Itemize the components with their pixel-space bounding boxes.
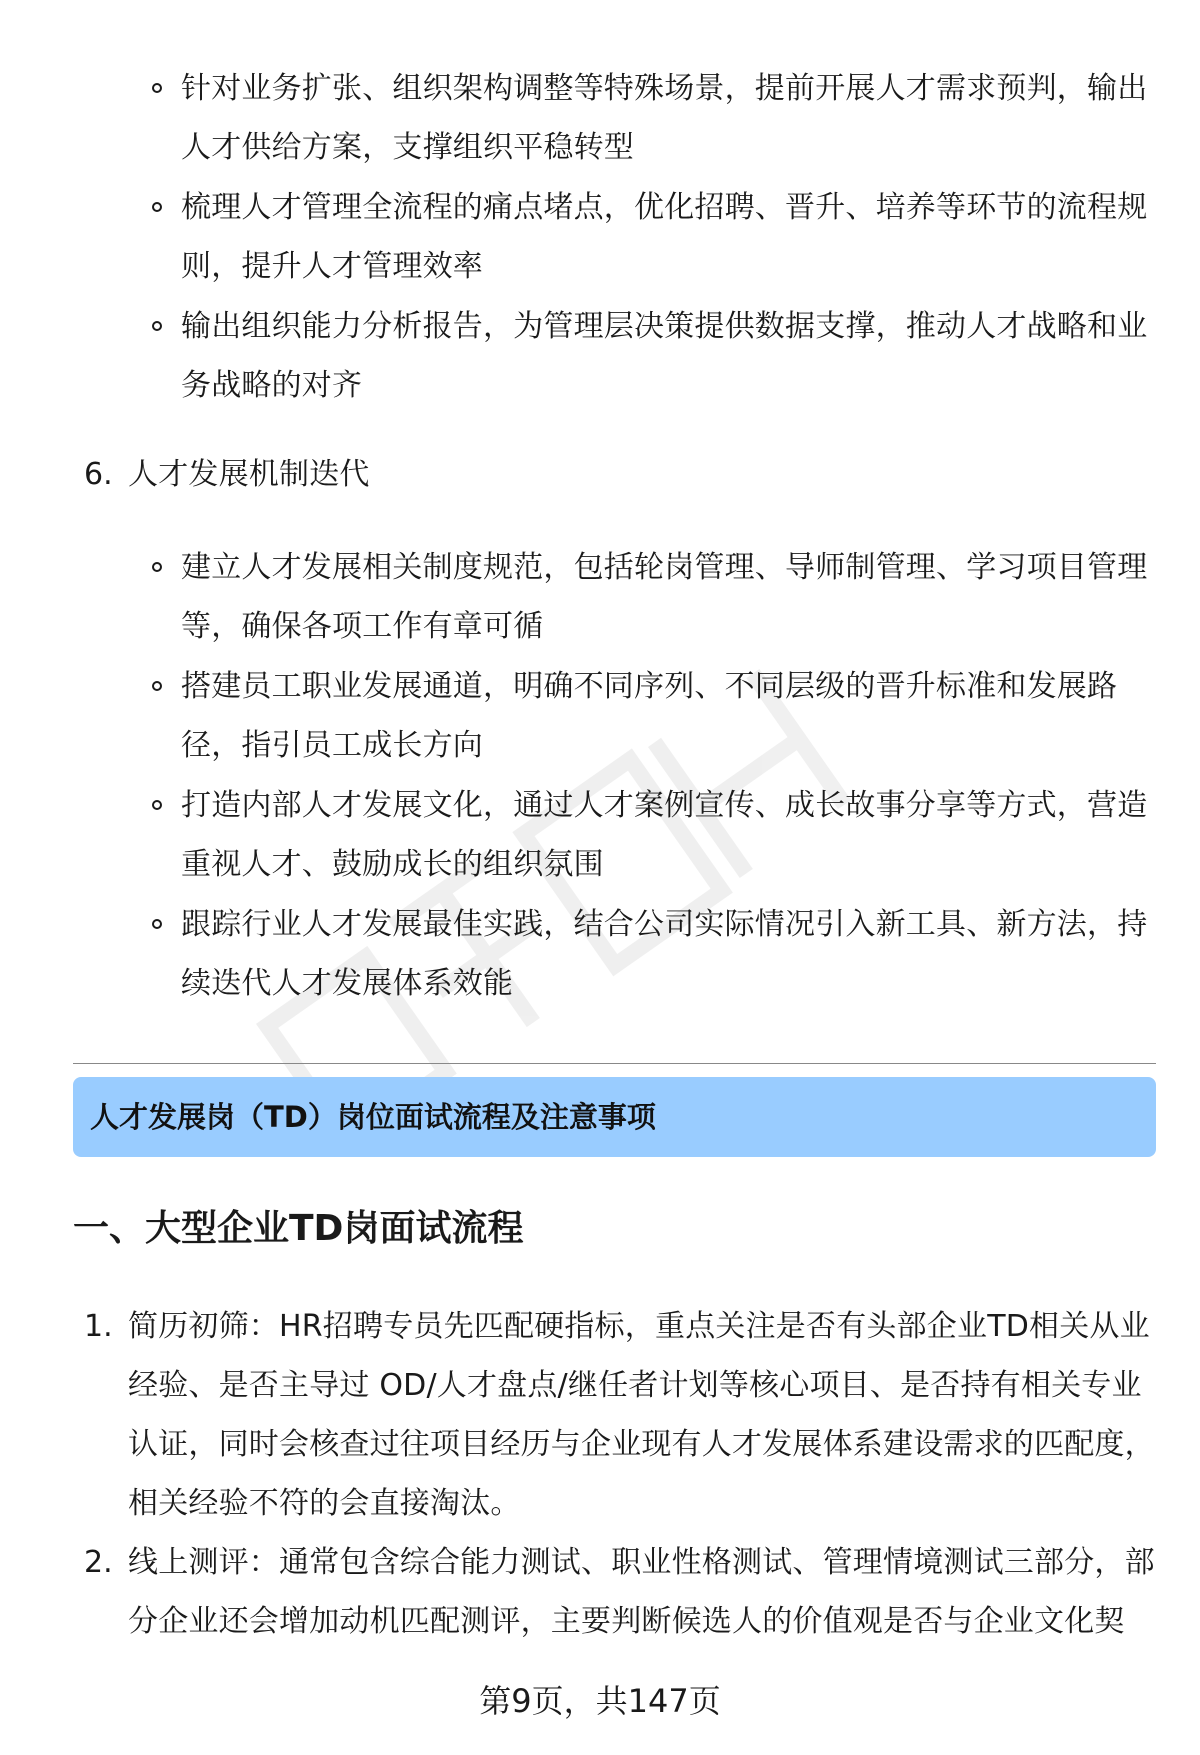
bullet-marker [152, 681, 162, 691]
list-item-line: 输出组织能力分析报告，为管理层决策提供数据支撑，推动人才战略和业 [181, 309, 1148, 344]
list-item-line: 等，确保各项工作有章可循 [181, 609, 544, 644]
list-item-line: 打造内部人才发展文化，通过人才案例宣传、成长故事分享等方式，营造 [181, 788, 1148, 823]
list-item-line: 跟踪行业人才发展最佳实践，结合公司实际情况引入新工具、新方法，持 [181, 907, 1148, 942]
list-item-line: 则，提升人才管理效率 [181, 249, 483, 284]
bullet-marker [152, 919, 162, 929]
bullet-marker [152, 321, 162, 331]
banner-title: 人才发展岗（TD）岗位面试流程及注意事项 [90, 1100, 656, 1134]
step-line: 线上测评：通常包含综合能力测试、职业性格测试、管理情境测试三部分，部 [128, 1545, 1155, 1580]
list-item-line: 续迭代人才发展体系效能 [181, 966, 514, 1001]
list-item-line: 径，指引员工成长方向 [181, 728, 483, 763]
page-footer: 第9页，共147页 [479, 1682, 721, 1720]
list-item-line: 梳理人才管理全流程的痛点堵点，优化招聘、晋升、培养等环节的流程规 [181, 190, 1148, 225]
list-item-line: 重视人才、鼓励成长的组织氛围 [181, 847, 604, 882]
step-number: 1. [84, 1309, 113, 1344]
section-title: 人才发展机制迭代 [128, 457, 370, 492]
step-line: 认证，同时会核查过往项目经历与企业现有人才发展体系建设需求的匹配度， [128, 1427, 1155, 1462]
list-item-line: 人才供给方案，支撑组织平稳转型 [181, 130, 634, 165]
list-item-line: 建立人才发展相关制度规范，包括轮岗管理、导师制管理、学习项目管理 [181, 550, 1148, 585]
bullet-marker [152, 83, 162, 93]
step-line: 分企业还会增加动机匹配测评，主要判断候选人的价值观是否与企业文化契 [128, 1604, 1125, 1639]
list-item-line: 搭建员工职业发展通道，明确不同序列、不同层级的晋升标准和发展路 [181, 669, 1118, 704]
bullet-marker [152, 562, 162, 572]
section-banner [73, 1077, 1156, 1157]
bullet-marker [152, 800, 162, 810]
list-item-line: 务战略的对齐 [181, 368, 363, 403]
step-line: 相关经验不符的会直接淘汰。 [128, 1486, 521, 1521]
step-number: 2. [84, 1545, 113, 1580]
list-item-line: 针对业务扩张、组织架构调整等特殊场景，提前开展人才需求预判，输出 [181, 71, 1148, 106]
step-line: 经验、是否主导过 OD/人才盘点/继任者计划等核心项目、是否持有相关专业 [128, 1368, 1142, 1403]
section-number: 6. [84, 457, 113, 492]
step-line: 简历初筛：HR招聘专员先匹配硬指标，重点关注是否有头部企业TD相关从业 [128, 1309, 1150, 1344]
page-heading: 一、大型企业TD岗面试流程 [73, 1208, 524, 1249]
bullet-marker [152, 202, 162, 212]
section-divider [73, 1063, 1156, 1064]
